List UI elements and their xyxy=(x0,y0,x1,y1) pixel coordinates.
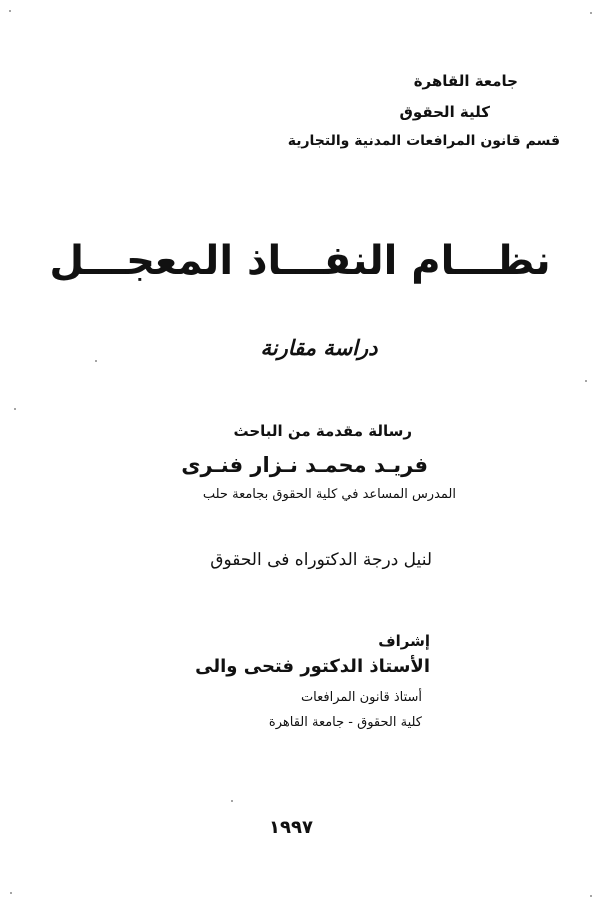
supervision-label: إشراف xyxy=(378,632,430,650)
scan-speck xyxy=(590,12,592,14)
degree-statement: لنيل درجة الدكتوراه فى الحقوق xyxy=(210,550,432,570)
thesis-subtitle: دراسة مقارنة xyxy=(260,335,378,360)
scan-speck xyxy=(9,10,11,12)
scan-speck xyxy=(231,800,233,802)
presented-by-label: رسالة مقدمة من الباحث xyxy=(233,422,412,440)
scan-speck xyxy=(95,360,97,362)
supervisor-faculty: كلية الحقوق - جامعة القاهرة xyxy=(268,715,422,730)
scan-speck xyxy=(590,895,592,897)
author-name: فريـد محمـد نـزار فنـرى xyxy=(181,453,428,477)
thesis-title: نظـــام النفـــاذ المعجـــل xyxy=(49,238,551,284)
publication-year: ١٩٩٧ xyxy=(269,817,313,838)
scan-speck xyxy=(585,380,587,382)
supervisor-name: الأستاذ الدكتور فتحى والى xyxy=(195,656,430,677)
author-role: المدرس المساعد في كلية الحقوق بجامعة حلب xyxy=(202,487,456,502)
scan-speck xyxy=(14,408,16,410)
department-name: قسم قانون المرافعات المدنية والتجارية xyxy=(287,133,560,149)
university-name: جامعة القاهرة xyxy=(413,72,518,90)
faculty-name: كلية الحقوق xyxy=(399,103,490,121)
supervisor-role: أستاذ قانون المرافعات xyxy=(300,690,422,705)
scan-speck xyxy=(10,892,12,894)
